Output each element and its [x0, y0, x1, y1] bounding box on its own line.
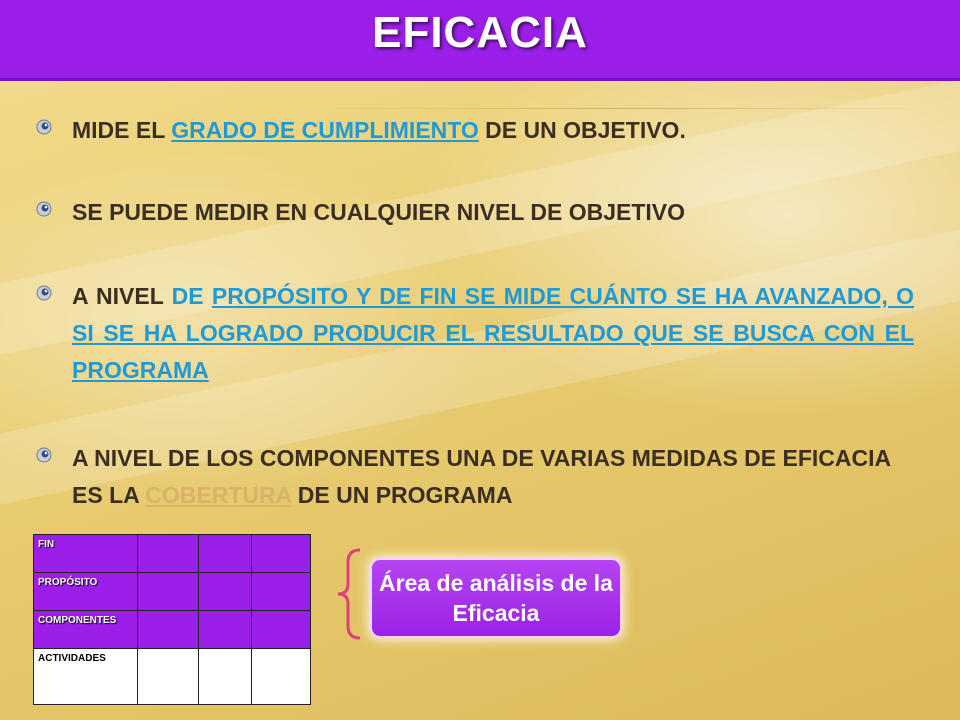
swirl-bullet-icon — [36, 447, 52, 463]
row-label-componentes: COMPONENTES — [34, 611, 138, 649]
objective-levels-table — [33, 534, 311, 705]
swirl-bullet-icon — [36, 201, 52, 217]
table-cell — [199, 535, 252, 573]
link-grado-de-cumplimiento[interactable]: GRADO DE CUMPLIMIENTO — [171, 117, 479, 143]
link-de[interactable]: DE — [171, 283, 204, 309]
table-cell — [252, 535, 311, 573]
table-cell — [199, 573, 252, 611]
bullet-text-part: DE UN OBJETIVO. — [478, 117, 686, 143]
row-label-proposito: PROPÓSITO — [34, 573, 138, 611]
table-cell — [138, 649, 199, 705]
divider — [300, 108, 940, 109]
table-row — [34, 573, 311, 611]
bullet-text-part: DE UN PROGRAMA — [291, 482, 513, 508]
link-proposito-y-fin[interactable]: PROPÓSITO Y DE FIN SE MIDE CUÁNTO SE HA AVANZADO, O SI SE HA LOGRADO PRODUCIR EL RESULTADO QUE SE BUSCA CON EL PROGRAMA — [72, 283, 914, 383]
table-cell — [252, 611, 311, 649]
bullet-text-part: A NIVEL DE LOS COMPONENTES UNA DE VARIAS MEDIDAS DE EFICACIA ES LA — [72, 445, 891, 508]
title-banner — [0, 0, 960, 81]
table-cell — [252, 573, 311, 611]
spacer — [204, 283, 212, 309]
swirl-bullet-icon — [36, 285, 52, 301]
bullet-item — [36, 440, 914, 514]
table-cell — [138, 535, 199, 573]
bullet-text — [72, 440, 914, 514]
table-cell — [138, 611, 199, 649]
bullet-item — [36, 194, 914, 231]
table-row — [34, 535, 311, 573]
table-cell — [252, 649, 311, 705]
table-cell — [199, 649, 252, 705]
brace-shape — [336, 548, 364, 640]
bullet-text — [72, 112, 914, 149]
table-row — [34, 611, 311, 649]
row-label-actividades: ACTIVIDADES — [34, 649, 138, 705]
bullet-item — [36, 112, 914, 149]
bullet-text: SE PUEDE MEDIR EN CUALQUIER NIVEL DE OBJETIVO — [72, 199, 686, 225]
bullet-text-part: A NIVEL — [72, 283, 172, 309]
slide-title: EFICACIA — [372, 8, 588, 57]
row-label-fin: FIN — [34, 535, 138, 573]
table-cell — [138, 573, 199, 611]
table-row — [34, 649, 311, 705]
table-cell — [199, 611, 252, 649]
bullet-item — [36, 278, 914, 389]
callout-text: Área de análisis de la Eficacia — [379, 570, 613, 626]
bullet-text-part: MIDE EL — [72, 117, 172, 143]
link-cobertura[interactable]: COBERTURA — [145, 482, 292, 508]
bullet-text — [72, 278, 914, 389]
swirl-bullet-icon — [36, 119, 52, 135]
analysis-area-callout — [370, 558, 622, 638]
